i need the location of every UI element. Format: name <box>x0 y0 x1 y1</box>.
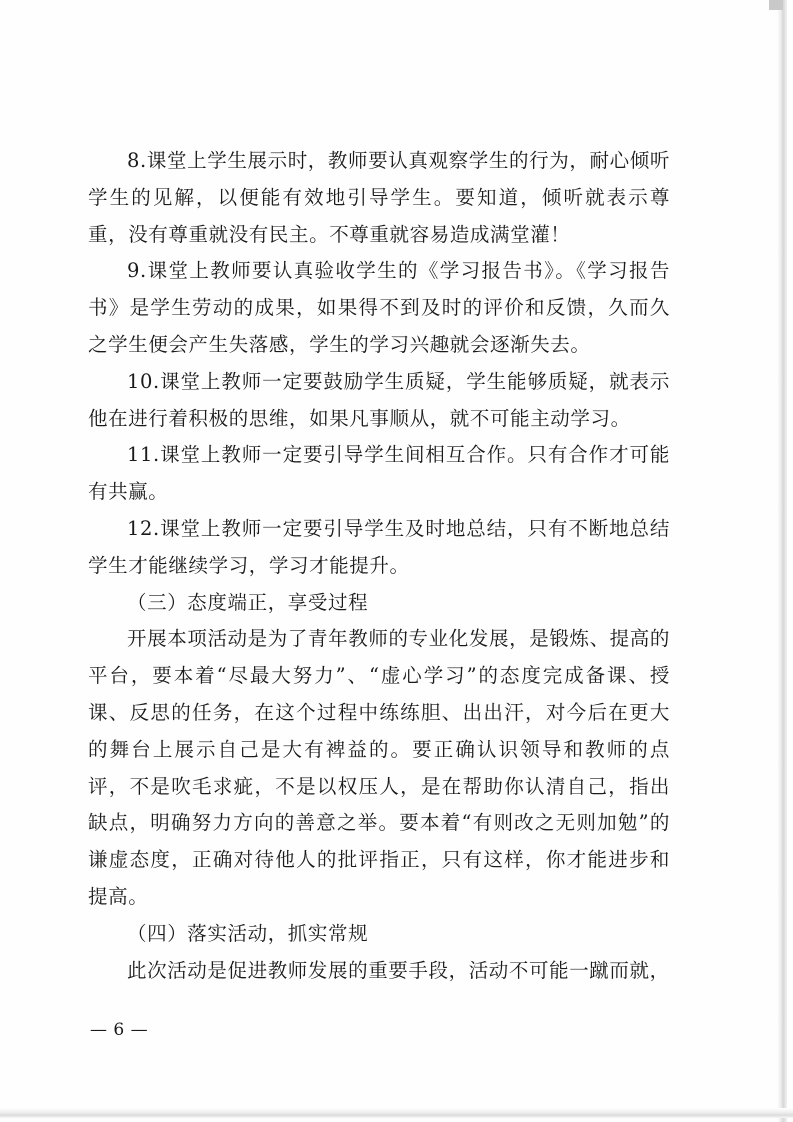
paragraph-item-10: 10.课堂上教师一定要鼓励学生质疑，学生能够质疑，就表示他在进行着积极的思维，如果凡事顺从，就不可能主动学习。 <box>88 369 670 430</box>
paragraph-item-12: 12.课堂上教师一定要引导学生及时地总结，只有不断地总结学生才能继续学习，学习才能提升。 <box>88 516 670 577</box>
section-heading-3: （三）态度端正，享受过程 <box>127 590 369 614</box>
scan-mark-top <box>769 0 783 10</box>
section-heading-4: （四）落实活动，抓实常规 <box>127 921 369 945</box>
document-body <box>88 143 670 989</box>
scan-edge-right <box>777 0 787 1122</box>
page-number: — 6 — <box>90 1020 149 1040</box>
paragraph-item-11: 11.课堂上教师一定要引导学生间相互合作。只有合作才可能有共赢。 <box>88 443 670 504</box>
paragraph-implementation: 此次活动是促进教师发展的重要手段，活动不可能一蹴而就， <box>127 958 670 982</box>
paragraph-item-9: 9.课堂上教师要认真验收学生的《学习报告书》。《学习报告书》是学生劳动的成果，如果得不到及时的评价和反馈，久而久之学生便会产生失落感，学生的学习兴趣就会逐渐失去。 <box>88 259 670 356</box>
paragraph-attitude: 开展本项活动是为了青年教师的专业化发展，是锻炼、提高的平台，要本着“尽最大努力”、“虚心学习”的态度完成备课、授课、反思的任务，在这个过程中练练胆、出出汗，对今后在更大的舞台上展示自己是大有裨益的。要正确认识领导和教师的点评，不是吹毛求疵，不是以权压人，是在帮助你认清自己，指出缺点，明确努力方向的善意之举。要本着“有则改之无则加勉”的谦虚态度，正确对待他人的批评指正，只有这样，你才能进步和提高。 <box>88 627 670 908</box>
paragraph-item-8: 8.课堂上学生展示时，教师要认真观察学生的行为，耐心倾听学生的见解，以便能有效地引导学生。要知道，倾听就表示尊重，没有尊重就没有民主。不尊重就容易造成满堂灌！ <box>88 149 670 246</box>
scan-edge-bottom <box>0 1108 793 1118</box>
